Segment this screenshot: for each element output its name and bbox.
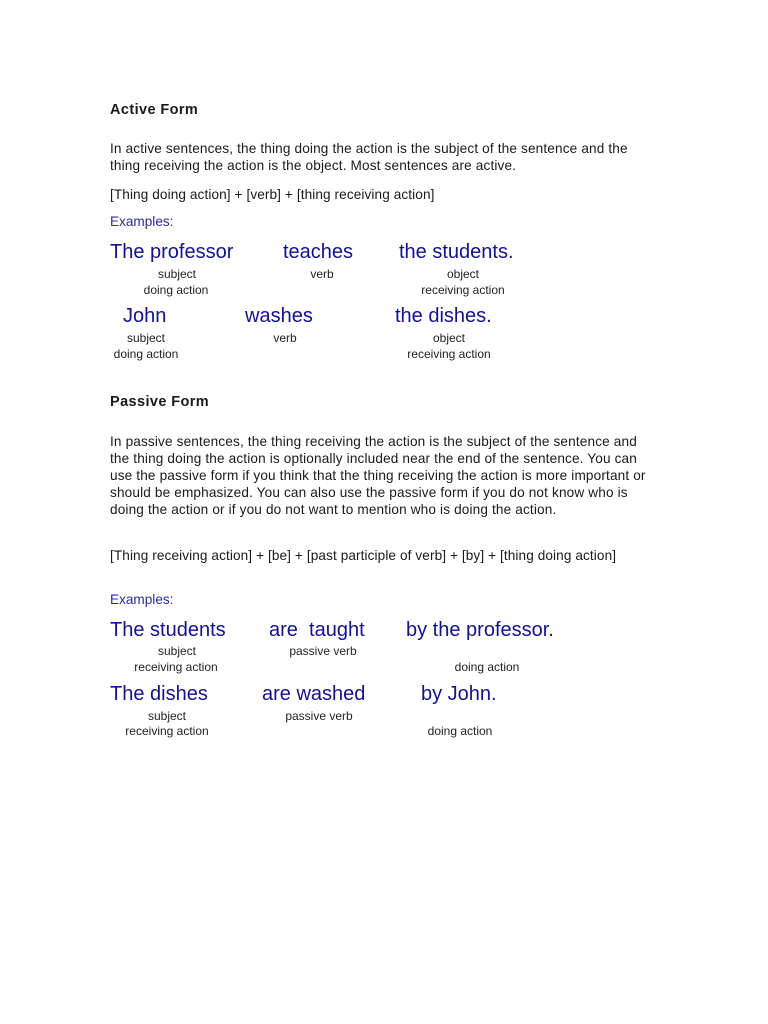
active-example2-object-label: object (432, 331, 466, 345)
passive-example1-subject-role: receiving action (134, 660, 218, 674)
passive-example2-subject-label: subject (147, 709, 187, 723)
passive-example2-agent: by John. (421, 683, 497, 705)
active-example1-object-label: object (446, 267, 480, 281)
passive-example2-subject: The dishes (110, 683, 208, 705)
active-example1-subject-role: doing action (143, 283, 209, 297)
active-example2-subject-label: subject (126, 331, 166, 345)
active-example2-object: the dishes. (395, 305, 492, 327)
active-example1-verb-label: verb (310, 267, 334, 281)
active-example1-object-role: receiving action (421, 283, 505, 297)
active-example2-verb-label: verb (273, 331, 297, 345)
passive-example1-verb: are taught (269, 619, 365, 641)
passive-example2-verb-label: passive verb (285, 709, 353, 723)
passive-examples-label: Examples: (110, 592, 174, 607)
active-example1-subject: The professor (110, 241, 234, 263)
active-examples-label: Examples: (110, 214, 174, 229)
active-form-heading: Active Form (110, 102, 199, 118)
passive-form-formula: [Thing receiving action] + [be] + [past participle of verb] + [by] + [thing doing action] (110, 548, 617, 563)
passive-example1-subject-label: subject (157, 644, 197, 658)
active-example2-object-role: receiving action (407, 347, 491, 361)
passive-form-heading: Passive Form (110, 394, 210, 410)
active-example2-subject: John (123, 305, 167, 327)
active-example1-subject-label: subject (157, 267, 197, 281)
passive-example1-subject: The students (110, 619, 226, 641)
passive-form-description: In passive sentences, the thing receiving the action is the subject of the sentence and the thing doing the action is optionally included near the end of the sentence. You can use the passive form if you think that the thing receiving the action is more important or should be emphasized. You can also use the passive form if you do not know who is doing the action or if you do not want to mention who is doing the action. (110, 434, 646, 517)
active-form-formula: [Thing doing action] + [verb] + [thing receiving action] (110, 187, 435, 202)
passive-example2-subject-role: receiving action (125, 724, 209, 738)
active-form-description: In active sentences, the thing doing the action is the subject of the sentence and the thing receiving the action is the object. Most sentences are active. (110, 141, 628, 173)
passive-example2-verb: are washed (262, 683, 366, 705)
active-example2-subject-role: doing action (113, 347, 179, 361)
passive-example1-agent-role: doing action (454, 660, 520, 674)
active-example2-verb: washes (245, 305, 313, 327)
passive-example1-verb-label: passive verb (289, 644, 357, 658)
passive-example1-agent: by the professor. (406, 619, 554, 641)
passive-example2-agent-role: doing action (427, 724, 493, 738)
active-example1-object: the students. (399, 241, 514, 263)
active-example1-verb: teaches (283, 241, 354, 263)
